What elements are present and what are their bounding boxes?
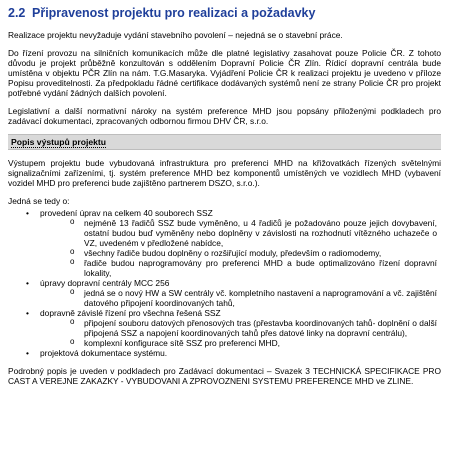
paragraph-legislation: Legislativní a další normativní nároky na systém preference MHD jsou popsány přiloženými podkladech pro zadávací dokumentaci, zpracovaných odbornou firmou DHV ČR, s.r.o. bbox=[8, 106, 441, 126]
subsection-title: Popis výstupů projektu bbox=[11, 137, 107, 147]
subsection-bar bbox=[8, 134, 441, 150]
outputs-lead: Jedná se tedy o: bbox=[8, 196, 70, 206]
list-item bbox=[8, 208, 441, 278]
list-item bbox=[8, 308, 441, 348]
sub-list-item: o jedná se o nový HW a SW centrály vč. kompletního nastavení a naprogramování a vč. zajištění datového připojení koordinovaných tahů, bbox=[40, 288, 441, 308]
section-title: Připravenost projektu pro realizaci a požadavky bbox=[32, 6, 316, 20]
list-item-text: úpravy dopravní centrály MCC 256 bbox=[40, 278, 170, 288]
list-item-text: provedení úprav na celkem 40 souborech SSZ bbox=[40, 208, 213, 218]
list-item bbox=[8, 348, 441, 358]
list-item-text: projektová dokumentace systému. bbox=[40, 348, 168, 358]
section-number: 2.2 bbox=[8, 6, 26, 20]
paragraph-police: Do řízení provozu na silničních komunikacích může dle platné legislativy zasahovat pouze Policie ČR. Z tohoto důvodu je projekt průběžně konzultován s oddělením Dopravní Policie ČR Zlín. Řídicí dopravní centrála bude umístěna v objektu PČR Zlín na nám. T.G.Masaryka. Vyjádření Policie ČR k realizaci projektu je uvedeno v příloze Popisu proveditelnosti. Za předpokladu řádné certifikace dodávaných systémů není ze strany Policie ČR pro projekt potřebné vydání žádných dalších povolení. bbox=[8, 48, 441, 98]
sub-list bbox=[40, 318, 441, 348]
sub-list-item: o všechny řadiče budou doplněny o rozšiřující moduly, především o radiomodemy, bbox=[40, 248, 441, 258]
outputs-list bbox=[8, 208, 441, 358]
sub-list-item: o řadiče budou naprogramovány pro preferenci MHD a bude optimalizováno řízení dopravní lokality, bbox=[40, 258, 441, 278]
sub-list bbox=[40, 218, 441, 278]
list-item-text: dopravně závislé řízení pro všechna řešená SSZ bbox=[40, 308, 221, 318]
list-item bbox=[8, 278, 441, 308]
paragraph-permit: Realizace projektu nevyžaduje vydání stavebního povolení – nejedná se o stavební práce. bbox=[8, 30, 343, 40]
sub-list-item: o komplexní konfigurace sítě SSZ pro preferenci MHD, bbox=[40, 338, 441, 348]
section-heading bbox=[8, 6, 441, 20]
outputs-intro: Výstupem projektu bude vybudovaná infrastruktura pro preferenci MHD na křižovatkách řízených světelnými signalizačními zařízeními, tj. systém preference MHD bez komponentů umístěných ve vozidlech MHD (vybavení vozidel MHD pro preferenci bude zajištěno partnerem DSZO, s.r.o.). bbox=[8, 158, 441, 188]
sub-list-item: o připojení souboru datových přenosových tras (přestavba koordinovaných tahů- doplnění o další připojená SSZ a napojení koordinovaných tahů přes datové linky na dopravní centrálu), bbox=[40, 318, 441, 338]
sub-list bbox=[40, 288, 441, 308]
closing-paragraph: Podrobný popis je uveden v podkladech pro Zadávací dokumentaci – Svazek 3 TECHNICKÁ SPECIFIKACE PRO CAST A VEREJNE ZAKAZKY - VYBUDOVANI A ZPROVOZNENI SYSTEMU PREFERENCE MHD ve ZLINE. bbox=[8, 366, 441, 386]
sub-list-item: o nejméně 13 řadičů SSZ bude vyměněno, u 4 řadičů je požadováno pouze jejich dovybavení, ostatní budou buď vyměněny nebo doplněny v závislosti na rozhodnutí vítězného uchazeče o VZ, uvedeném v předložené nabídce, bbox=[40, 218, 441, 248]
